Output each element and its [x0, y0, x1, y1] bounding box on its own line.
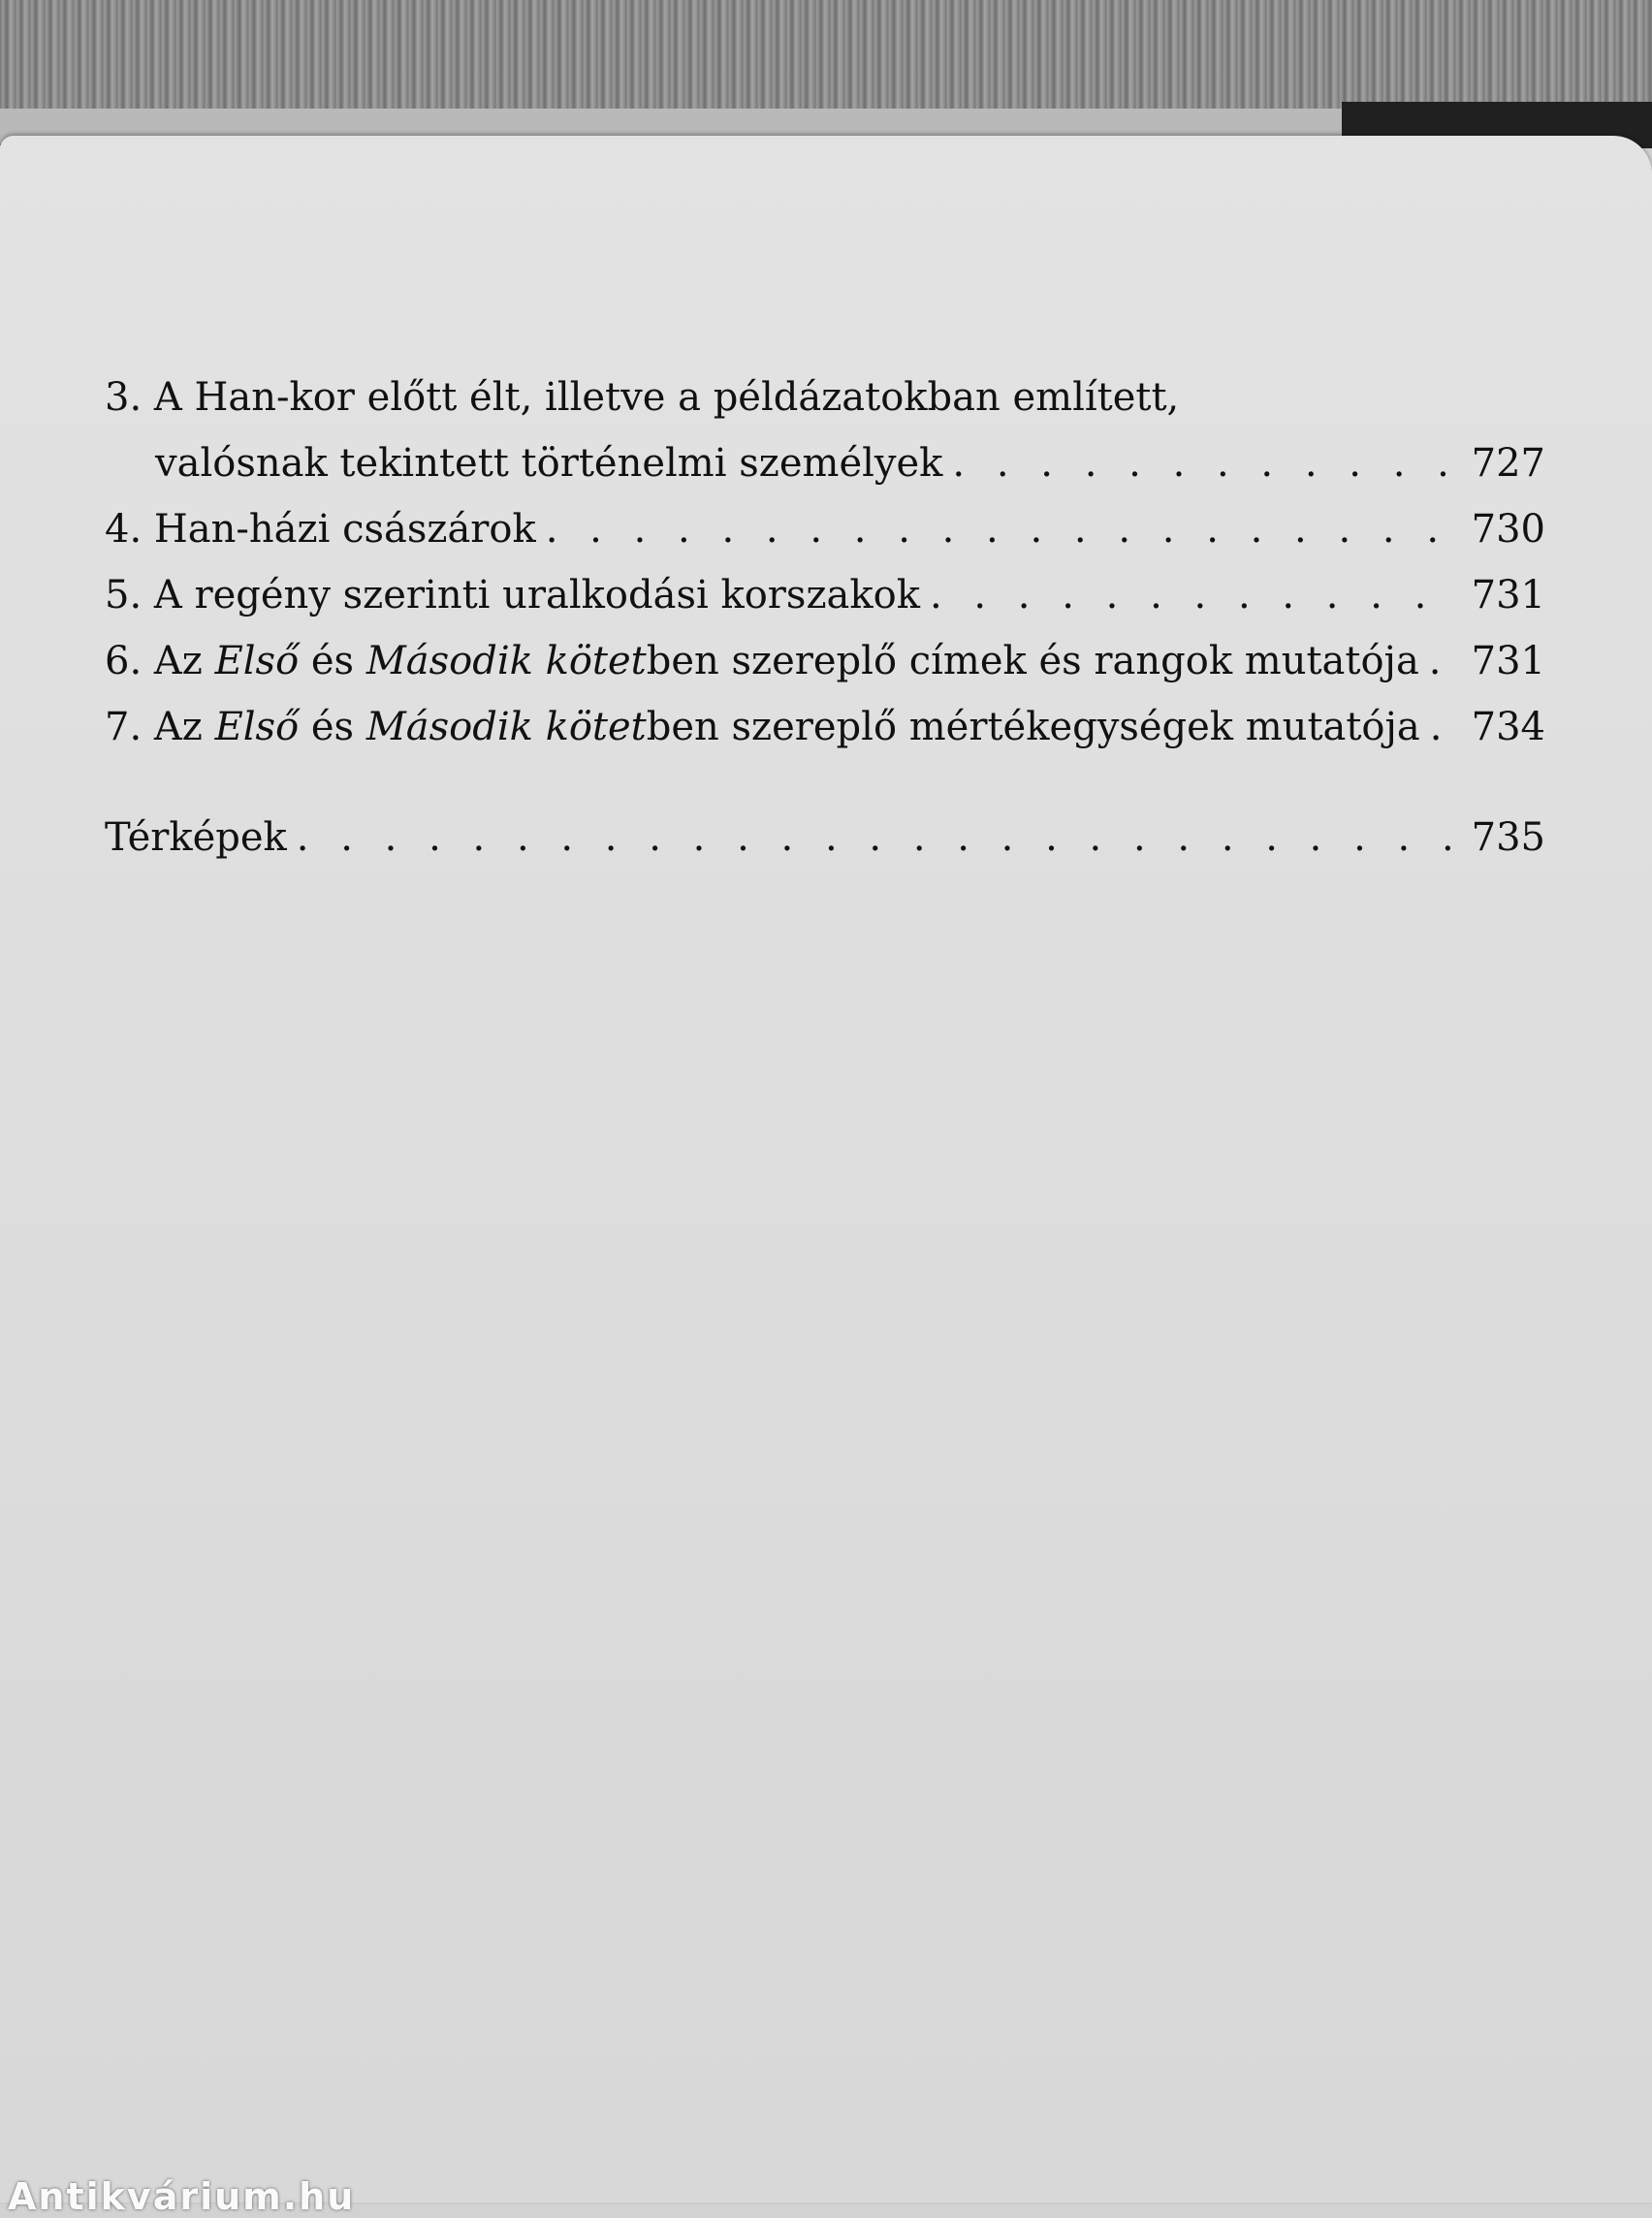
title-prefix: 6. Az [105, 639, 215, 683]
dot-leader [1430, 694, 1462, 760]
watermark: Antikvárium.hu [8, 2175, 356, 2218]
title-italic-volume-2: Második kötet [365, 705, 647, 749]
toc-page-number: 731 [1471, 639, 1545, 683]
toc-entry-3-line-1 [105, 364, 1545, 430]
toc-entry-title [105, 694, 1420, 760]
toc-entry-title: valósnak tekintett történelmi személyek [155, 441, 943, 486]
title-suffix: ben szereplő címek és rangok mutatója [646, 639, 1419, 683]
title-prefix: 7. Az [105, 705, 215, 749]
toc-page-number: 730 [1471, 507, 1545, 552]
title-italic-volume-2: Második kötet [365, 639, 647, 683]
toc-entry-6 [105, 628, 1545, 694]
toc-entry-3-line-2 [105, 430, 1545, 496]
toc-entry-title: 4. Han-házi császárok [105, 507, 536, 552]
dot-leader [546, 496, 1462, 562]
title-suffix: ben szereplő mértékegységek mutatója [646, 705, 1420, 749]
toc-page-number: 734 [1471, 705, 1545, 749]
toc-entry-title: Térképek [105, 815, 287, 860]
toc-entry-title: 3. A Han-kor előtt élt, illetve a példázatokban említett, [105, 375, 1180, 420]
toc-entry-title [105, 628, 1419, 694]
toc-page-number: 731 [1471, 573, 1545, 618]
title-italic-volume-1: Első [214, 705, 300, 749]
toc-entry-4 [105, 496, 1545, 562]
dot-leader [930, 562, 1462, 628]
title-italic-volume-1: Első [214, 639, 300, 683]
toc-entry-7 [105, 694, 1545, 760]
dot-leader [1429, 628, 1462, 694]
title-conjunction: és [299, 705, 366, 749]
dot-leader [952, 430, 1461, 496]
title-conjunction: és [299, 639, 366, 683]
section-gap [105, 760, 1545, 805]
table-of-contents [105, 364, 1545, 871]
toc-entry-maps [105, 805, 1545, 871]
toc-entry-5 [105, 562, 1545, 628]
dot-leader [297, 805, 1462, 871]
toc-page-number: 727 [1471, 441, 1545, 486]
toc-page-number: 735 [1471, 815, 1545, 860]
toc-entry-title: 5. A regény szerinti uralkodási korszakok [105, 573, 920, 618]
